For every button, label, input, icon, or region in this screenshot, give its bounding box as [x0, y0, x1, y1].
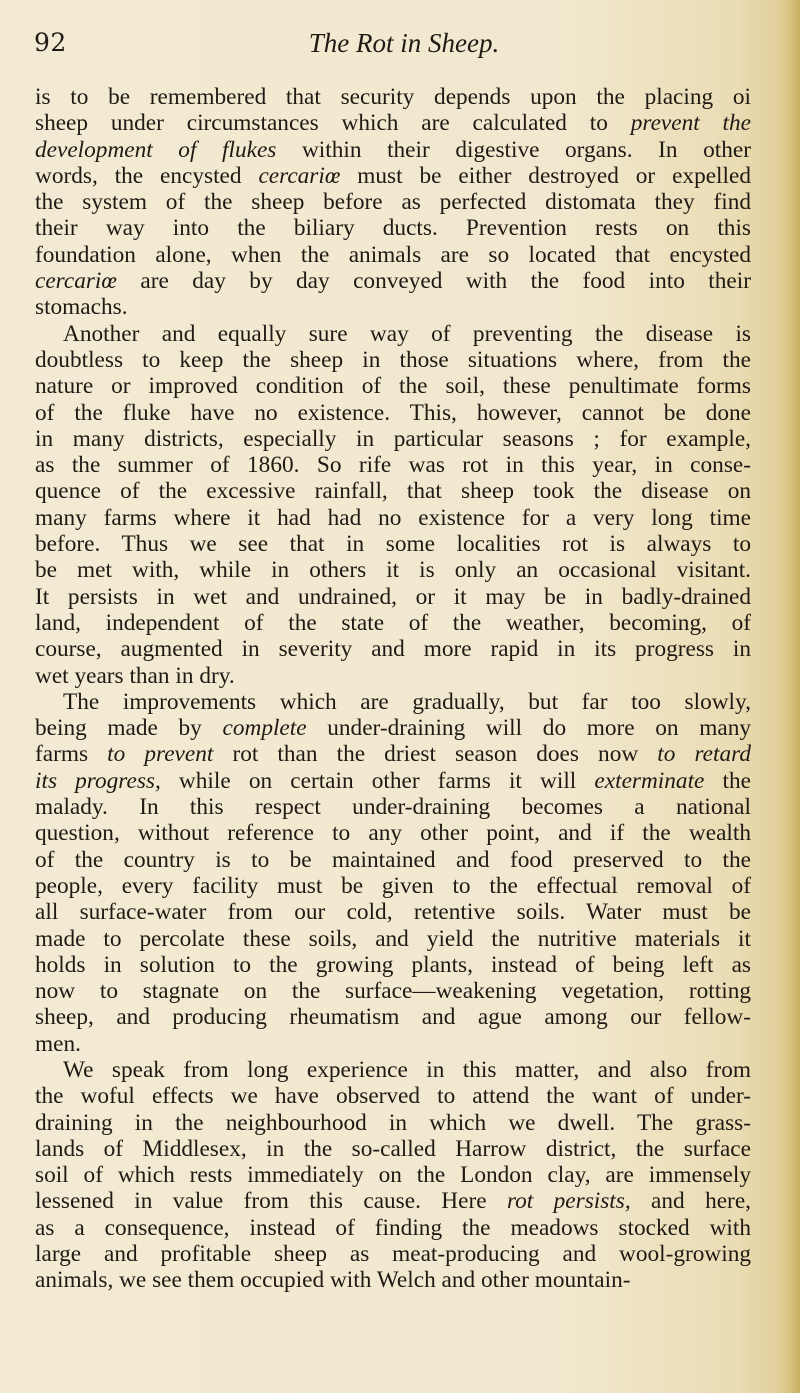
- text-run: wet years than in dry.: [35, 662, 235, 689]
- text-line: [35, 1162, 751, 1188]
- text-line: [35, 663, 751, 689]
- text-line: [35, 873, 751, 899]
- text-run: of the country is to be maintained and food preserved to the: [35, 846, 751, 873]
- text-line: [35, 794, 751, 820]
- text-run: as a consequence, instead of finding the meadows stocked with: [35, 1214, 751, 1241]
- italic-text-run: complete: [222, 715, 307, 742]
- text-line: [35, 268, 751, 294]
- text-run: lands of Middlesex, in the so-called Harrow district, the surface: [35, 1135, 751, 1162]
- text-line: [35, 715, 751, 741]
- italic-text-run: its progress,: [35, 767, 161, 794]
- text-line: [35, 1083, 751, 1109]
- italic-text-run: to retard: [657, 741, 751, 768]
- text-run: draining in the neighbourhood in which we dwell. The grass-: [35, 1109, 751, 1136]
- text-run: made to percolate these soils, and yield the nutritive materials it: [35, 925, 751, 952]
- text-run: be met with, while in others it is only an occasional visitant.: [35, 557, 751, 584]
- text-line: [35, 926, 751, 952]
- text-line: [35, 1267, 751, 1293]
- body-text: [35, 84, 751, 1294]
- text-line: [35, 215, 751, 241]
- text-line: [35, 1004, 751, 1030]
- text-run: stomachs.: [35, 294, 128, 321]
- text-run: farms: [35, 741, 108, 768]
- text-run: course, augmented in severity and more rapid in its progress in: [35, 636, 751, 663]
- text-run: sheep, and producing rheumatism and ague among our fellow-: [35, 1004, 751, 1031]
- text-line: [35, 584, 751, 610]
- text-line: [35, 820, 751, 846]
- text-run: doubtless to keep the sheep in those situations where, from the: [35, 346, 751, 373]
- text-line: [35, 741, 751, 767]
- italic-text-run: cercariœ: [258, 162, 341, 189]
- text-line: [35, 400, 751, 426]
- italic-text-run: development of flukes: [35, 136, 277, 163]
- italic-text-run: cercariœ: [35, 268, 117, 295]
- text-run: The improvements which are gradually, but far too slowly,: [63, 688, 751, 715]
- text-run: words, the encysted: [35, 162, 259, 189]
- text-line: [35, 1136, 751, 1162]
- text-run: land, independent of the state of the weather, becoming, of: [35, 609, 751, 636]
- text-line: [35, 1188, 751, 1214]
- text-run: large and profitable sheep as meat-producing and wool-growing: [35, 1241, 751, 1268]
- text-run: people, every facility must be given to the effectual removal of: [35, 872, 751, 899]
- text-line: [35, 84, 751, 110]
- text-line: [35, 163, 751, 189]
- page-number: 92: [34, 28, 67, 57]
- text-run: under-draining will do more on many: [306, 715, 751, 742]
- text-run: foundation alone, when the animals are so located that encysted: [35, 241, 751, 268]
- text-run: the woful effects we have observed to attend the want of under-: [35, 1083, 751, 1110]
- text-run: We speak from long experience in this matter, and also from: [63, 1056, 751, 1083]
- text-line: [35, 768, 751, 794]
- text-run: men.: [35, 1030, 81, 1057]
- text-run: of the fluke have no existence. This, however, cannot be done: [35, 399, 751, 426]
- text-run: within their digestive organs. In other: [276, 136, 751, 163]
- text-line: [35, 242, 751, 268]
- text-line: [35, 1215, 751, 1241]
- italic-text-run: rot persists,: [506, 1188, 631, 1215]
- text-run: must be either destroyed or expelled: [340, 162, 751, 189]
- text-line: [35, 452, 751, 478]
- text-line: [35, 373, 751, 399]
- text-run: soil of which rests immediately on the London clay, are immensely: [35, 1162, 751, 1189]
- text-line: [35, 636, 751, 662]
- text-run: and here,: [630, 1188, 751, 1215]
- text-run: question, without reference to any other point, and if the wealth: [35, 820, 751, 847]
- text-run: rot than the driest season does now: [213, 741, 658, 768]
- text-run: all surface-water from our cold, retentive soils. Water must be: [35, 899, 751, 926]
- text-run: are day by day conveyed with the food into their: [116, 268, 751, 295]
- text-run: the system of the sheep before as perfected distomata they find: [35, 189, 751, 216]
- text-line: [35, 505, 751, 531]
- text-line: [35, 347, 751, 373]
- running-title: The Rot in Sheep.: [308, 28, 500, 58]
- text-run: before. Thus we see that in some localities rot is always to: [35, 531, 751, 558]
- italic-text-run: to prevent: [107, 741, 214, 768]
- text-run: It persists in wet and undrained, or it may be in badly-drained: [35, 583, 751, 610]
- text-line: [35, 478, 751, 504]
- text-line: [35, 294, 751, 320]
- text-line: [35, 110, 751, 136]
- text-line: [35, 1241, 751, 1267]
- text-run: nature or improved condition of the soil, these penultimate forms: [35, 373, 751, 400]
- text-run: malady. In this respect under-draining becomes a national: [35, 794, 751, 821]
- text-line: [35, 899, 751, 925]
- text-run: sheep under circumstances which are calculated to: [35, 110, 631, 137]
- text-line: [35, 1031, 751, 1057]
- text-line: [35, 847, 751, 873]
- text-run: the: [704, 767, 751, 794]
- text-line: [35, 1110, 751, 1136]
- text-run: as the summer of 1860. So rife was rot in this year, in conse-: [35, 452, 751, 479]
- text-run: animals, we see them occupied with Welch and other mountain-: [35, 1267, 631, 1294]
- text-run: in many districts, especially in particular seasons ; for example,: [35, 425, 751, 452]
- text-line: [35, 978, 751, 1004]
- italic-text-run: prevent the: [630, 110, 751, 137]
- text-line: [35, 1057, 751, 1083]
- text-run: lessened in value from this cause. Here: [35, 1188, 507, 1215]
- page-header: [34, 22, 734, 62]
- text-line: [35, 531, 751, 557]
- text-run: holds in solution to the growing plants, instead of being left as: [35, 951, 751, 978]
- text-run: many farms where it had had no existence for a very long time: [35, 504, 751, 531]
- text-run: their way into the biliary ducts. Prevention rests on this: [35, 215, 751, 242]
- text-run: being made by: [35, 715, 223, 742]
- text-line: [35, 137, 751, 163]
- text-line: [35, 321, 751, 347]
- text-line: [35, 426, 751, 452]
- text-line: [35, 952, 751, 978]
- italic-text-run: exterminate: [594, 767, 705, 794]
- text-line: [35, 189, 751, 215]
- text-run: now to stagnate on the surface—weakening vegetation, rotting: [35, 978, 751, 1005]
- text-run: while on certain other farms it will: [160, 767, 595, 794]
- text-line: [35, 610, 751, 636]
- text-run: is to be remembered that security depends upon the placing oi: [35, 84, 751, 110]
- text-run: quence of the excessive rainfall, that sheep took the disease on: [35, 478, 751, 505]
- text-line: [35, 557, 751, 583]
- text-line: [35, 689, 751, 715]
- page-edge-shading: [776, 0, 800, 1393]
- text-run: Another and equally sure way of preventing the disease is: [63, 320, 751, 347]
